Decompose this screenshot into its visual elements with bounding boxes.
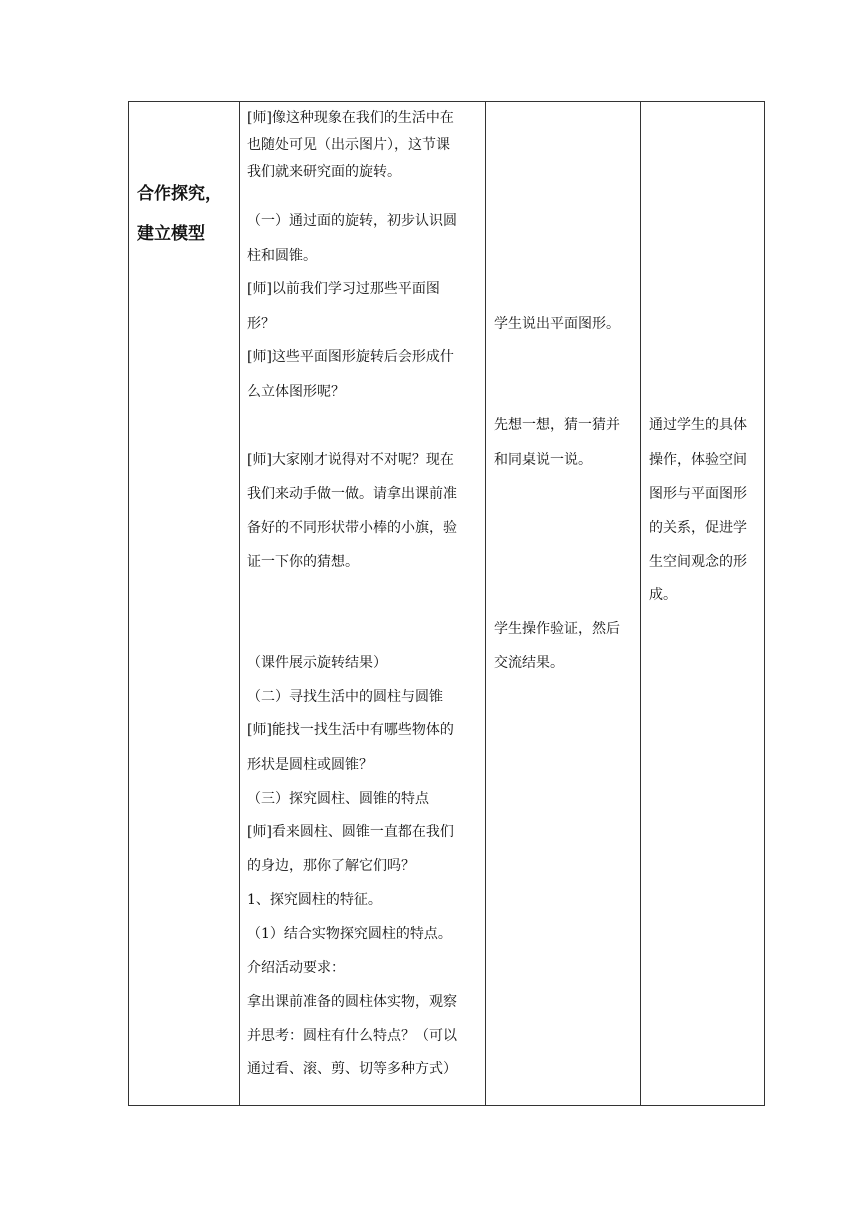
student-line: 学生说出平面图形。 [494, 316, 620, 332]
intent-line: 操作，体验空间 [649, 452, 747, 468]
teacher-line: 形状是圆柱或圆锥？ [247, 757, 373, 773]
teacher-line: 证一下你的猜想。 [247, 554, 359, 570]
column-divider [485, 102, 486, 1105]
student-line: 先想一想，猜一猜并 [494, 417, 620, 433]
teacher-line: （一）通过面的旋转，初步认识圆 [247, 213, 457, 229]
teacher-line: （三）探究圆柱、圆锥的特点 [247, 791, 429, 807]
lesson-plan-table [128, 101, 765, 1106]
teacher-line: 的身边，那你了解它们吗？ [247, 858, 415, 874]
teacher-line: 柱和圆锥。 [247, 248, 317, 264]
teacher-line: 么立体图形呢？ [247, 384, 345, 400]
teacher-line: 也随处可见（出示图片），这节课 [247, 137, 450, 153]
teacher-line: [师]像这种现象在我们的生活中在 [247, 110, 454, 126]
teacher-line: （1）结合实物探究圆柱的特点。 [247, 926, 452, 942]
teacher-line: 拿出课前准备的圆柱体实物，观察 [247, 994, 457, 1010]
column-divider [239, 102, 240, 1105]
teacher-line: [师]能找一找生活中有哪些物体的 [247, 722, 454, 738]
teacher-line: 形？ [247, 316, 275, 332]
teacher-line: [师]这些平面图形旋转后会形成什 [247, 349, 454, 365]
teacher-line: （二）寻找生活中的圆柱与圆锥 [247, 689, 443, 705]
intent-line: 的关系，促进学 [649, 520, 747, 536]
teacher-line: （课件展示旋转结果） [247, 655, 387, 671]
stage-label [137, 174, 237, 254]
teacher-line: 备好的不同形状带小棒的小旗，验 [247, 520, 457, 536]
teacher-line: 1、探究圆柱的特征。 [247, 892, 382, 908]
teacher-line: [师]以前我们学习过那些平面图 [247, 281, 440, 297]
intent-line: 通过学生的具体 [649, 417, 747, 433]
student-line: 交流结果。 [494, 655, 564, 671]
teacher-line: 我们就来研究面的旋转。 [247, 164, 401, 180]
teacher-line: [师]看来圆柱、圆锥一直都在我们 [247, 824, 454, 840]
student-line: 和同桌说一说。 [494, 452, 592, 468]
intent-line: 图形与平面图形 [649, 486, 747, 502]
teacher-line: 并思考：圆柱有什么特点？（可以 [247, 1028, 457, 1044]
teacher-line: 介绍活动要求： [247, 960, 345, 976]
teacher-line: 我们来动手做一做。请拿出课前准 [247, 486, 457, 502]
stage-label-line: 合作探究， [137, 184, 222, 204]
student-line: 学生操作验证，然后 [494, 621, 620, 637]
column-divider [640, 102, 641, 1105]
teacher-line: [师]大家刚才说得对不对呢？现在 [247, 452, 454, 468]
intent-line: 生空间观念的形 [649, 554, 747, 570]
intent-line: 成。 [649, 587, 677, 603]
teacher-line: 通过看、滚、剪、切等多种方式） [247, 1061, 457, 1077]
stage-label-line: 建立模型 [137, 224, 205, 244]
